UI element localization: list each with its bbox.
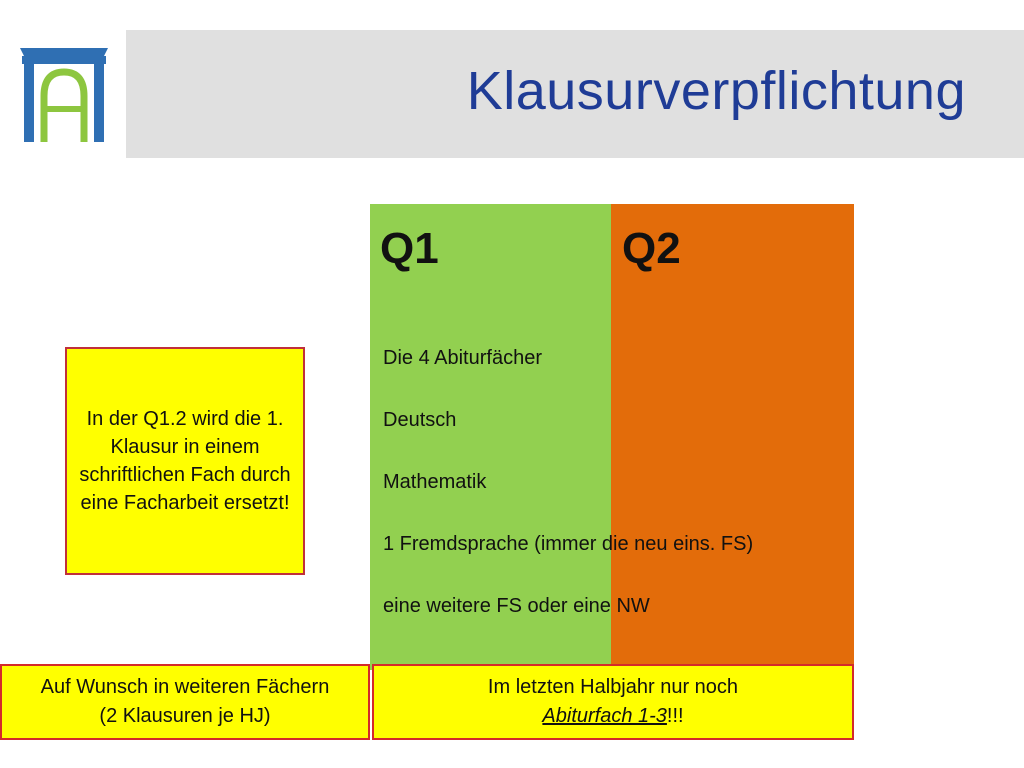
subject-list — [383, 344, 753, 654]
title-bar — [126, 30, 1024, 158]
list-item: Die 4 Abiturfächer — [383, 347, 542, 369]
column-q1-heading: Q1 — [380, 224, 439, 273]
optional-exams-line1: Auf Wunsch in weiteren Fächern — [40, 676, 330, 698]
optional-exams-line2: (2 Klausuren je HJ) — [99, 705, 271, 727]
facharbeit-note-text: In der Q1.2 wird die 1. Klausur in einem schriftlichen Fach durch eine Facharbeit ersetzt! — [79, 408, 291, 514]
column-q2-heading: Q2 — [622, 224, 681, 273]
last-semester-line2 — [542, 702, 683, 731]
arch-a-logo-icon — [14, 40, 114, 148]
abiturfach-emphasis: Abiturfach 1-3 — [542, 705, 667, 727]
exclamation-suffix: !!! — [666, 705, 684, 727]
last-semester-line1: Im letzten Halbjahr nur noch — [487, 676, 739, 698]
last-semester-box — [372, 664, 854, 740]
optional-exams-box — [0, 664, 370, 740]
list-item: 1 Fremdsprache (immer die neu eins. FS) — [383, 533, 754, 555]
list-item: Deutsch — [383, 409, 457, 431]
list-item: Mathematik — [383, 471, 487, 493]
page-title: Klausurverpflichtung — [466, 61, 966, 121]
list-item: eine weitere FS oder eine NW — [383, 595, 650, 617]
facharbeit-note — [65, 347, 305, 575]
